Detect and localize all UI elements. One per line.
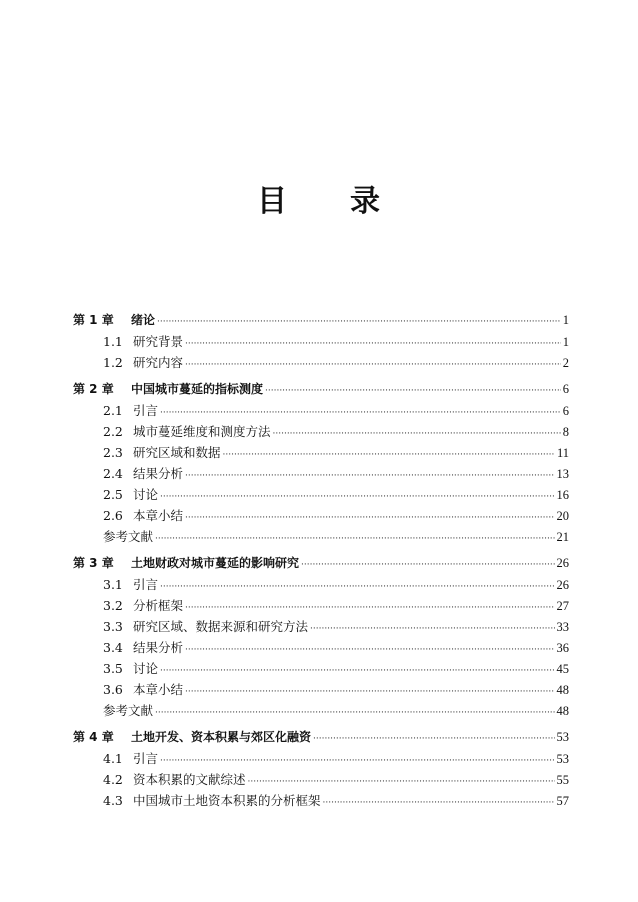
toc-leader-dots	[223, 445, 555, 466]
toc-section-entry[interactable]	[73, 790, 569, 811]
toc-chapter-entry[interactable]	[73, 379, 569, 400]
toc-entry-number: 3.4	[103, 640, 123, 655]
toc-section-entry[interactable]	[73, 505, 569, 526]
toc-entry-title: 土地开发、资本积累与郊区化融资	[131, 730, 312, 744]
page-title	[0, 176, 638, 220]
toc-leader-dots	[185, 466, 554, 487]
toc-entry-title: 讨论	[133, 661, 159, 676]
toc-section-entry[interactable]	[73, 679, 569, 700]
toc-entry-page: 48	[556, 683, 569, 697]
toc-entry-title: 结果分析	[133, 466, 184, 481]
toc-section-entry[interactable]	[73, 421, 569, 442]
toc-entry-title: 结果分析	[133, 640, 184, 655]
toc-entry-title: 研究背景	[133, 334, 184, 349]
toc-leader-dots	[160, 487, 554, 508]
toc-entry-page: 26	[556, 556, 569, 570]
toc-leader-dots	[185, 334, 561, 355]
toc-entry-page: 20	[556, 509, 569, 523]
title-char-1: 目	[257, 184, 288, 219]
toc-entry-title: 研究内容	[133, 355, 184, 370]
toc-entry-page: 6	[562, 382, 569, 396]
toc-section-entry[interactable]	[73, 595, 569, 616]
toc-entry-page: 21	[556, 530, 569, 544]
toc-entry-number: 3.5	[103, 661, 123, 676]
toc-leader-dots	[310, 619, 554, 640]
toc-section-entry[interactable]	[73, 331, 569, 352]
toc-section-entry[interactable]	[73, 352, 569, 373]
toc-entry-page: 53	[556, 752, 569, 766]
toc-entry-number: 4.2	[103, 772, 123, 787]
toc-chapter-entry[interactable]	[73, 727, 569, 748]
toc-leader-dots	[313, 729, 554, 750]
toc-entry-title: 中国城市蔓延的指标测度	[131, 382, 264, 396]
toc-entry-number: 1.1	[103, 334, 123, 349]
toc-section-entry[interactable]	[73, 574, 569, 595]
toc-entry-page: 13	[556, 467, 569, 481]
toc-entry-number: 3.2	[103, 598, 123, 613]
toc-leader-dots	[185, 682, 554, 703]
toc-section-entry[interactable]	[73, 463, 569, 484]
toc-leader-dots	[273, 424, 561, 445]
toc-entry-number: 1.2	[103, 355, 123, 370]
toc-entry-page: 55	[556, 773, 569, 787]
toc-leader-dots	[301, 555, 554, 576]
toc-entry-number: 2.1	[103, 403, 123, 418]
toc-entry-title: 土地财政对城市蔓延的影响研究	[131, 556, 300, 570]
toc-entry-number: 4.1	[103, 751, 123, 766]
toc-entry-page: 53	[556, 730, 569, 744]
toc-entry-number: 3.3	[103, 619, 123, 634]
toc-entry-page: 11	[556, 446, 569, 460]
toc-section-entry[interactable]	[73, 442, 569, 463]
toc-entry-number: 2.3	[103, 445, 123, 460]
toc-entry-page: 27	[556, 599, 569, 613]
toc-section-entry[interactable]	[73, 400, 569, 421]
toc-leader-dots	[185, 640, 554, 661]
toc-entry-title: 中国城市土地资本积累的分析框架	[133, 793, 321, 808]
toc-section-entry[interactable]	[73, 658, 569, 679]
toc-leader-dots	[185, 355, 561, 376]
toc-entry-title: 本章小结	[133, 682, 184, 697]
toc-section-entry[interactable]	[73, 484, 569, 505]
toc-entry-number: 2.5	[103, 487, 123, 502]
toc-entry-title: 引言	[133, 403, 159, 418]
toc-entry-title: 参考文献	[103, 529, 154, 544]
toc-entry-title: 讨论	[133, 487, 159, 502]
toc-leader-dots	[155, 703, 554, 724]
toc-entry-title: 绪论	[131, 313, 156, 327]
toc-entry-title: 研究区域和数据	[133, 445, 221, 460]
toc-entry-number: 3.1	[103, 577, 123, 592]
toc-entry-number: 第 3 章	[73, 556, 114, 570]
toc-entry-title: 引言	[133, 751, 159, 766]
toc-entry-number: 4.3	[103, 793, 123, 808]
toc-entry-page: 36	[556, 641, 569, 655]
toc-entry-page: 48	[556, 704, 569, 718]
toc-entry-page: 26	[556, 578, 569, 592]
toc-leader-dots	[160, 661, 554, 682]
toc-entry-page: 6	[562, 404, 569, 418]
toc-entry-title: 本章小结	[133, 508, 184, 523]
toc-entry-page: 33	[556, 620, 569, 634]
toc-leader-dots	[157, 312, 561, 333]
toc-section-entry[interactable]	[73, 616, 569, 637]
toc-entry-title: 研究区域、数据来源和研究方法	[133, 619, 309, 634]
toc-entry-title: 资本积累的文献综述	[133, 772, 246, 787]
toc-entry-number: 3.6	[103, 682, 123, 697]
toc-entry-title: 参考文献	[103, 703, 154, 718]
toc-chapter-entry[interactable]	[73, 310, 569, 331]
toc-section-entry[interactable]	[73, 748, 569, 769]
toc-entry-page: 45	[556, 662, 569, 676]
table-of-contents	[73, 310, 569, 811]
toc-entry-page: 8	[562, 425, 569, 439]
toc-entry-number: 2.6	[103, 508, 123, 523]
title-char-2: 录	[350, 184, 381, 219]
toc-leader-dots	[155, 529, 554, 550]
toc-entry-page: 1	[562, 335, 569, 349]
toc-section-entry[interactable]	[73, 637, 569, 658]
toc-section-entry[interactable]	[73, 769, 569, 790]
toc-leader-dots	[265, 381, 561, 402]
toc-entry-number: 第 1 章	[73, 313, 114, 327]
toc-entry-number: 第 4 章	[73, 730, 114, 744]
toc-entry-title: 分析框架	[133, 598, 184, 613]
toc-entry-page: 16	[556, 488, 569, 502]
toc-leader-dots	[185, 508, 554, 529]
toc-ref-entry[interactable]	[73, 700, 569, 721]
toc-leader-dots	[160, 577, 554, 598]
toc-entry-number: 2.4	[103, 466, 123, 481]
toc-entry-number: 2.2	[103, 424, 123, 439]
toc-chapter-entry[interactable]	[73, 553, 569, 574]
toc-entry-page: 57	[556, 794, 569, 808]
toc-entry-title: 引言	[133, 577, 159, 592]
toc-entry-number: 第 2 章	[73, 382, 114, 396]
toc-entry-title: 城市蔓延维度和测度方法	[133, 424, 271, 439]
toc-entry-page: 1	[562, 313, 569, 327]
toc-entry-page: 2	[562, 356, 569, 370]
toc-leader-dots	[323, 793, 555, 814]
toc-ref-entry[interactable]	[73, 526, 569, 547]
